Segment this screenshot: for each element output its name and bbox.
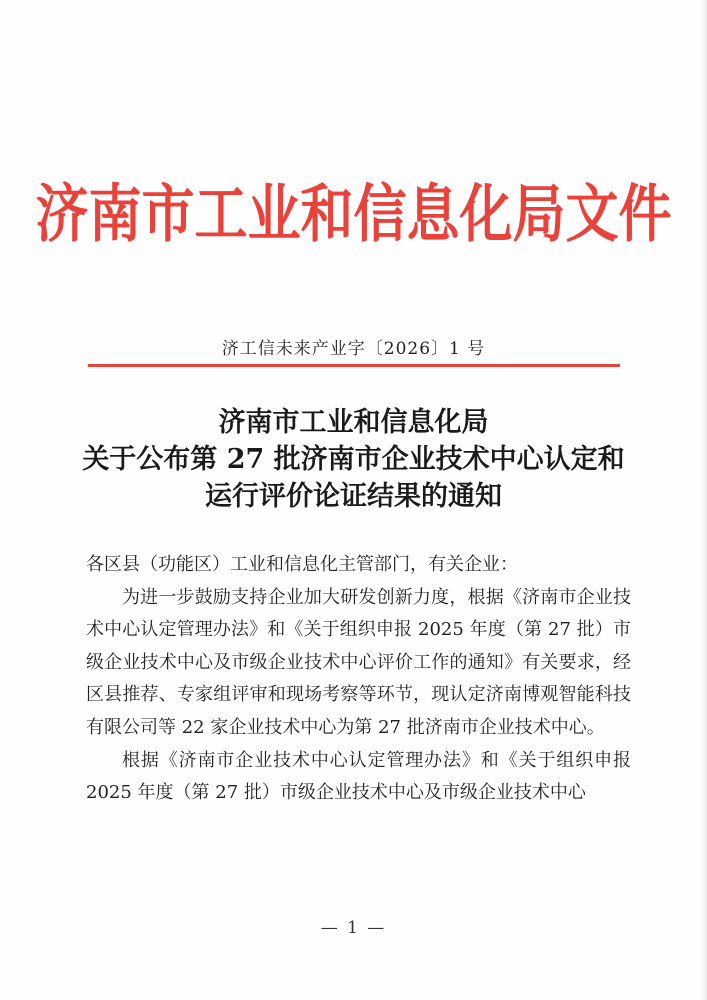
issuer-masthead: 济南市工业和信息化局文件 [35,178,672,251]
salutation: 各区县（功能区）工业和信息化主管部门，有关企业： [86,554,518,575]
body-paragraph-1: 为进一步鼓励支持企业加大研发创新力度，根据《济南市企业技术中心认定管理办法》和《关于组织申报 2025 年度（第 27 批）市级企业技术中心及市级企业技术中心评价工作的通知》有关要求，经区县推荐、专家组评审和现场考察等环节，现认定济南博观智能科技有限公司等 22 家企业技术中心为第 27 批济南市企业技术中心。 [86,586,631,738]
document-body [86,549,631,810]
document-number: 济工信未来产业字〔2026〕1 号 [221,339,486,359]
document-title [0,404,707,515]
title-line-1: 济南市工业和信息化局 [218,407,489,438]
title-line-2: 关于公布第 27 批济南市企业技术中心认定和 [82,444,625,475]
red-divider-line [88,364,620,367]
page-number: — 1 — [320,918,387,938]
title-line-3: 运行评价论证结果的通知 [205,481,502,512]
body-paragraph-2: 根据《济南市企业技术中心认定管理办法》和《关于组织申报 2025 年度（第 27 批）市级企业技术中心及市级企业技术中心 [86,749,631,804]
